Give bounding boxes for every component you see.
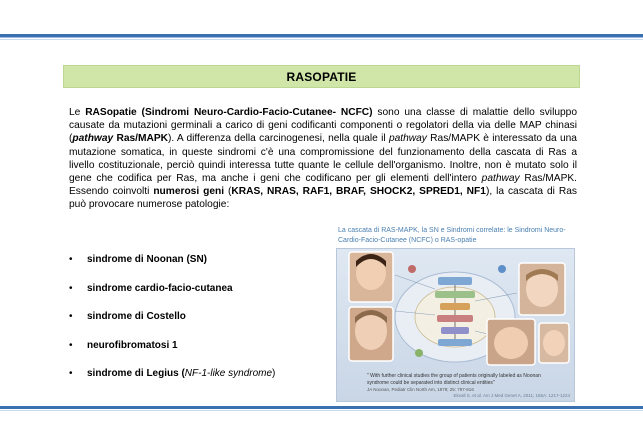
text-run: Le [69, 107, 86, 118]
list-item [69, 281, 233, 295]
syndrome-alias: NF-1-like syndrome [184, 367, 273, 379]
text-run: ), la cascata di Ras può provocare numerose patologie: [69, 186, 577, 211]
page-title: RASOPATIE [286, 69, 357, 84]
figure-image [336, 248, 575, 402]
figure-reference: Ekvall S. et al. Am J Med Genet A, 2011; 155A: 1217-1224 [453, 393, 570, 398]
top-rule-thin [0, 39, 643, 40]
text-run: sono una classe di malattie dello sviluppo causate da mutazioni germinali a carico di geni codificanti componenti o regolatori della via delle MAP chinasi ( [69, 107, 578, 145]
bullet-icon: • [69, 339, 73, 351]
gene-list: KRAS, NRAS, RAF1, BRAF, SHOCK2, SPRED1, NF1 [231, 186, 486, 198]
text-run: Ras/MAPK è interessato da una mutazione somatica, in queste sindromi c'è una compromissione del funzionamento della cascata di Ras a livello costituzionale, perciò quindi interessa tutte quante le cellule dell'organismo. Inoltre, non è mutato solo il gene che codifica per Ras, ma anche i geni che codificano per gli elementi dell'intero [69, 133, 577, 185]
list-item [69, 366, 275, 380]
bullet-icon: • [69, 367, 73, 379]
list-item-label: sindrome di Noonan (SN) [87, 253, 207, 265]
text-run: ). A differenza della carcinogenesi, nella quale il [167, 133, 389, 145]
list-item-label: sindrome cardio-facio-cutanea [87, 282, 233, 294]
bullet-icon: • [69, 253, 73, 265]
list-item-label: sindrome di Legius (NF-1-like syndrome) [87, 367, 276, 379]
bullet-icon: • [69, 310, 73, 322]
genes-term: numerosi geni [153, 186, 225, 198]
list-item-label: sindrome di Costello [87, 310, 186, 322]
top-rule [0, 34, 643, 38]
text-run: Ras/MAPK. Essendo coinvolti [69, 173, 578, 198]
list-item [69, 252, 207, 266]
figure-quote: " With further clinical studies the group of patients originally labeled as Noonan syndrome could be separated into distinct clinical entities" [367, 373, 541, 386]
figure-citation: JA Noonan, Pediatr Clin North Am, 1978; 25: 797-816 [367, 387, 474, 392]
pathway-term: pathway [72, 133, 114, 145]
list-item [69, 338, 178, 352]
list-item-label: neurofibromatosi 1 [87, 339, 178, 351]
figure-caption: La cascata di RAS-MAPK, la SN e Sindromi correlate: le Sindromi Neuro-Cardio-Facio-Cutanee (NCFC) o RAS-opatie [338, 227, 566, 244]
bullet-icon: • [69, 282, 73, 294]
pathway-term: pathway [481, 173, 520, 185]
list-item [69, 309, 186, 323]
ras-mapk-term: Ras/MAPK [113, 133, 168, 145]
ras-mapk-figure [336, 224, 575, 402]
intro-paragraph [69, 106, 577, 212]
pathway-term: pathway [388, 133, 427, 145]
text-run: ( [224, 186, 232, 198]
title-band [63, 65, 580, 88]
rasopathies-term: RASopatie (Sindromi Neuro-Cardio-Facio-Cutanee- NCFC) [85, 107, 373, 118]
bottom-rule [0, 406, 643, 409]
bottom-rule-thin [0, 410, 643, 411]
